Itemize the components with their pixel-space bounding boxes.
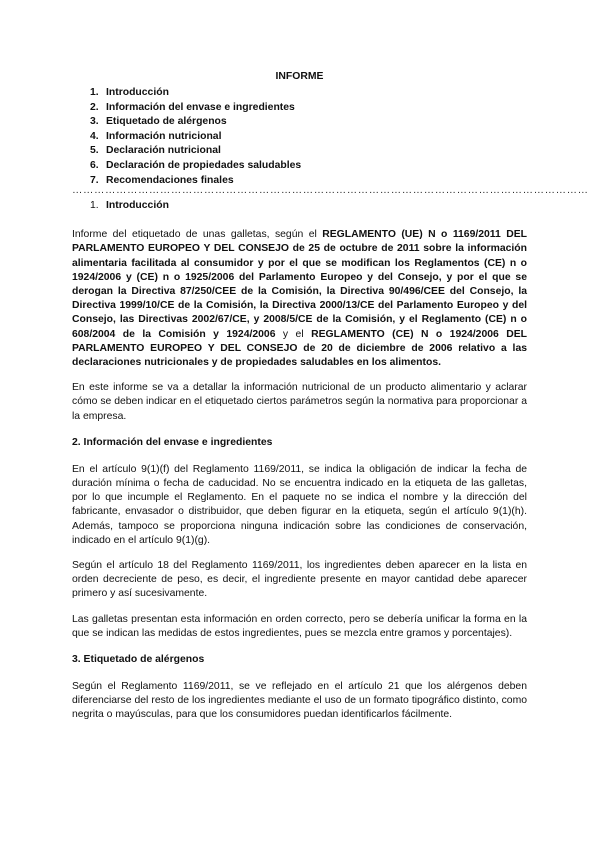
toc-item: 1. Introducción [90,87,169,98]
section-2-paragraph-3: Las galletas presentan esta información en orden correcto, pero se debería unificar la forma en la que se indican las medidas de estos ingredientes, pues se mezcla entre gramos y porcentajes). [72,613,527,639]
section-2-heading: 2. Información del envase e ingredientes [72,436,273,448]
section-3-heading: 3. Etiquetado de alérgenos [72,654,205,666]
section-2-paragraph-1: En el artículo 9(1)(f) del Reglamento 1169/2011, se indica la obligación de indicar la fecha de duración mínima o fecha de caducidad. No se encuentra indicado en la etiqueta de las galletas, por lo que incumple el Reglamento. En el paquete no se indica el nombre y la dirección del fabricante, envasador o distribuidor, que deben figurar en la etiqueta, según el artículo 9(1)(h). Además, tampoco se proporciona ninguna indicación sobre las condiciones de conservación, indicado en el artículo 9(1)(g). [72,463,527,546]
document-page [72,70,589,723]
toc-item: 4. Información nutricional [90,130,222,142]
toc-item: 5. Declaración nutricional [90,145,221,157]
toc-item: 7. Recomendaciones finales [90,174,234,186]
document-title: INFORME [275,71,324,82]
toc-item: 3. Etiquetado de alérgenos [90,116,227,128]
section-1-intro-paragraph: Informe del etiquetado de unas galletas, según el REGLAMENTO (UE) N o 1169/2011 DEL PARLAMENTO EUROPEO Y DEL CONSEJO de 25 de octubre de 2011 sobre la información alimentaria facilitada al consumidor y por el que se modifican los Reglamentos (CE) n o 1924/2006 y (CE) n o 1925/2006 del Parlamento Europeo y del Consejo, y por el que se derogan la Directiva 87/250/CEE de la Comisión, la Directiva 90/496/CEE del Consejo, la Directiva 1999/10/CE de la Comisión, la Directiva 2000/13/CE del Parlamento Europeo y del Consejo, las Directivas 2002/67/CE, y 2008/5/CE de la Comisión, y el Reglamento (CE) n o 608/2004 de la Comisión y 1924/2006 y el REGLAMENTO (CE) N o 1924/2006 DEL PARLAMENTO EUROPEO Y DEL CONSEJO de 20 de diciembre de 2006 relativo a las declaraciones nutricionales y de propiedades saludables en los alimentos. [72,229,527,368]
section-1-paragraph-2: En este informe se va a detallar la información nutricional de un producto alimentario y aclarar cómo se deben indicar en el etiquetado ciertos parámetros según la normativa para proporcionar a la empresa. [72,382,527,422]
section-2-paragraph-2: Según el artículo 18 del Reglamento 1169/2011, los ingredientes deben aparecer en la lista en orden decreciente de peso, es decir, el ingrediente presente en mayor cantidad debe aparecer primero y así sucesivamente. [72,560,527,600]
dotted-separator: …………………………………………………………………………………………………………………………… [72,185,589,197]
toc-item: 2. Información del envase e ingredientes [90,101,295,113]
section-3-paragraph-1: Según el Reglamento 1169/2011, se ve reflejado en el artículo 21 que los alérgenos deben diferenciarse del resto de los ingredientes mediante el uso de un formato tipográfico distinto, como negrita o mayúsculas, para que los consumidores puedan identificarlos fácilmente. [72,681,527,721]
toc-item: 6. Declaración de propiedades saludables [90,159,302,171]
section-1-heading: 1. Introducción [90,200,169,212]
table-of-contents [72,86,527,188]
